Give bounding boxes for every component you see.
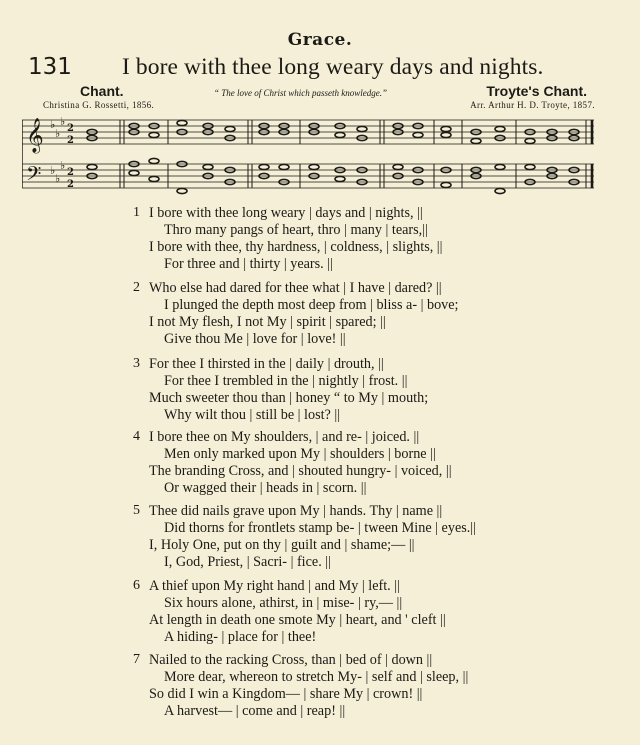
verse-line: I bore with thee, thy hardness, | coldness, | slights, ||: [149, 239, 443, 255]
verse-line: At length in death one smote My | heart, and ' cleft ||: [149, 612, 446, 628]
verse-line: Did thorns for frontlets stamp be- | tween Mine | eyes.||: [164, 520, 476, 536]
verse-line: For three and | thirty | years. ||: [164, 256, 333, 272]
verse-line: I, God, Priest, | Sacri- | fice. ||: [164, 554, 331, 570]
verse-line: I plunged the depth most deep from | bliss a- | bove;: [164, 297, 459, 313]
svg-text:2: 2: [67, 135, 74, 146]
verse-line: More dear, whereon to stretch My- | self and | sleep, ||: [164, 669, 469, 685]
verse-line: Or wagged their | heads in | scorn. ||: [164, 480, 367, 496]
epigraph: “ The love of Christ which passeth knowledge.”: [214, 88, 387, 98]
verse-line: Men only marked upon My | shoulders | borne ||: [164, 446, 436, 462]
verse-line: I bore thee on My shoulders, | and re- | joiced. ||: [149, 429, 420, 445]
svg-text:♭: ♭: [50, 118, 56, 131]
svg-text:♭: ♭: [55, 172, 61, 185]
verse-number: 5: [133, 503, 140, 518]
verse-line: Six hours alone, athirst, in | mise- | ry,— ||: [164, 595, 403, 611]
verse-line: Thro many pangs of heart, thro | many | tears,||: [164, 222, 428, 238]
verse-line: Much sweeter thou than | honey “ to My | mouth;: [149, 390, 429, 406]
verse-line: The branding Cross, and | shouted hungry- | voiced, ||: [149, 463, 452, 479]
bass-clef-icon: [26, 162, 41, 190]
verse-line: I not My flesh, I not My | spirit | spared; ||: [149, 314, 386, 330]
svg-text:2: 2: [67, 123, 74, 134]
verse-number: 3: [133, 356, 140, 371]
arranger-credit: Arr. Arthur H. D. Troyte, 1857.: [470, 100, 595, 110]
verse-number: 6: [133, 578, 140, 593]
verse-line: A thief upon My right hand | and My | left. ||: [149, 578, 400, 594]
music-notes: [87, 120, 579, 193]
treble-staff: [22, 120, 594, 144]
verse-line: A hiding- | place for | thee!: [164, 629, 317, 645]
verse-line: I bore with thee long weary | days and | nights, ||: [149, 205, 423, 221]
tune-name: Troyte's Chant.: [486, 83, 587, 99]
verse-line: Why wilt thou | still be | lost? ||: [164, 407, 341, 423]
verse-number: 2: [133, 280, 140, 295]
author-credit: Christina G. Rossetti, 1856.: [43, 100, 155, 110]
svg-text:♭: ♭: [50, 164, 56, 177]
verse-line: Thee did nails grave upon My | hands. Thy | name ||: [149, 503, 443, 519]
bass-staff: [22, 164, 594, 188]
hymn-first-line: I bore with thee long weary days and nights.: [122, 54, 544, 80]
verse-line: For thee I trembled in the | nightly | frost. ||: [164, 373, 408, 389]
svg-text:♭: ♭: [60, 115, 66, 128]
tune-label-chant: Chant.: [80, 83, 124, 99]
hymn-number: 131: [28, 54, 72, 80]
svg-text:♭: ♭: [55, 127, 61, 140]
verse-line: Nailed to the racking Cross, than | bed of | down ||: [149, 652, 433, 668]
svg-text:𝄢: 𝄢: [26, 162, 42, 190]
svg-text:2: 2: [67, 179, 74, 190]
svg-text:♭: ♭: [60, 159, 66, 172]
verse-number: 7: [133, 652, 140, 667]
music-score: [22, 112, 622, 198]
svg-text:2: 2: [67, 167, 74, 178]
verse-number: 4: [133, 429, 140, 444]
verse-line: Who else had dared for thee what | I have | dared? ||: [149, 280, 442, 296]
bar-lines: [120, 120, 592, 188]
verse-line: A harvest— | come and | reap! ||: [164, 703, 346, 719]
treble-clef-icon: [26, 118, 44, 154]
verse-line: For thee I thirsted in the | daily | drouth, ||: [149, 356, 384, 372]
verse-line: I, Holy One, put on thy | guilt and | shame;— ||: [149, 537, 415, 553]
verse-number: 1: [133, 205, 140, 220]
time-signature: [67, 123, 74, 190]
svg-text:𝄞: 𝄞: [26, 118, 44, 153]
verse-line: So did I win a Kingdom— | share My | crown! ||: [149, 686, 423, 702]
verse-line: Give thou Me | love for | love! ||: [164, 331, 346, 347]
section-title: Grace.: [287, 30, 353, 50]
key-signature-flats: [50, 115, 65, 185]
